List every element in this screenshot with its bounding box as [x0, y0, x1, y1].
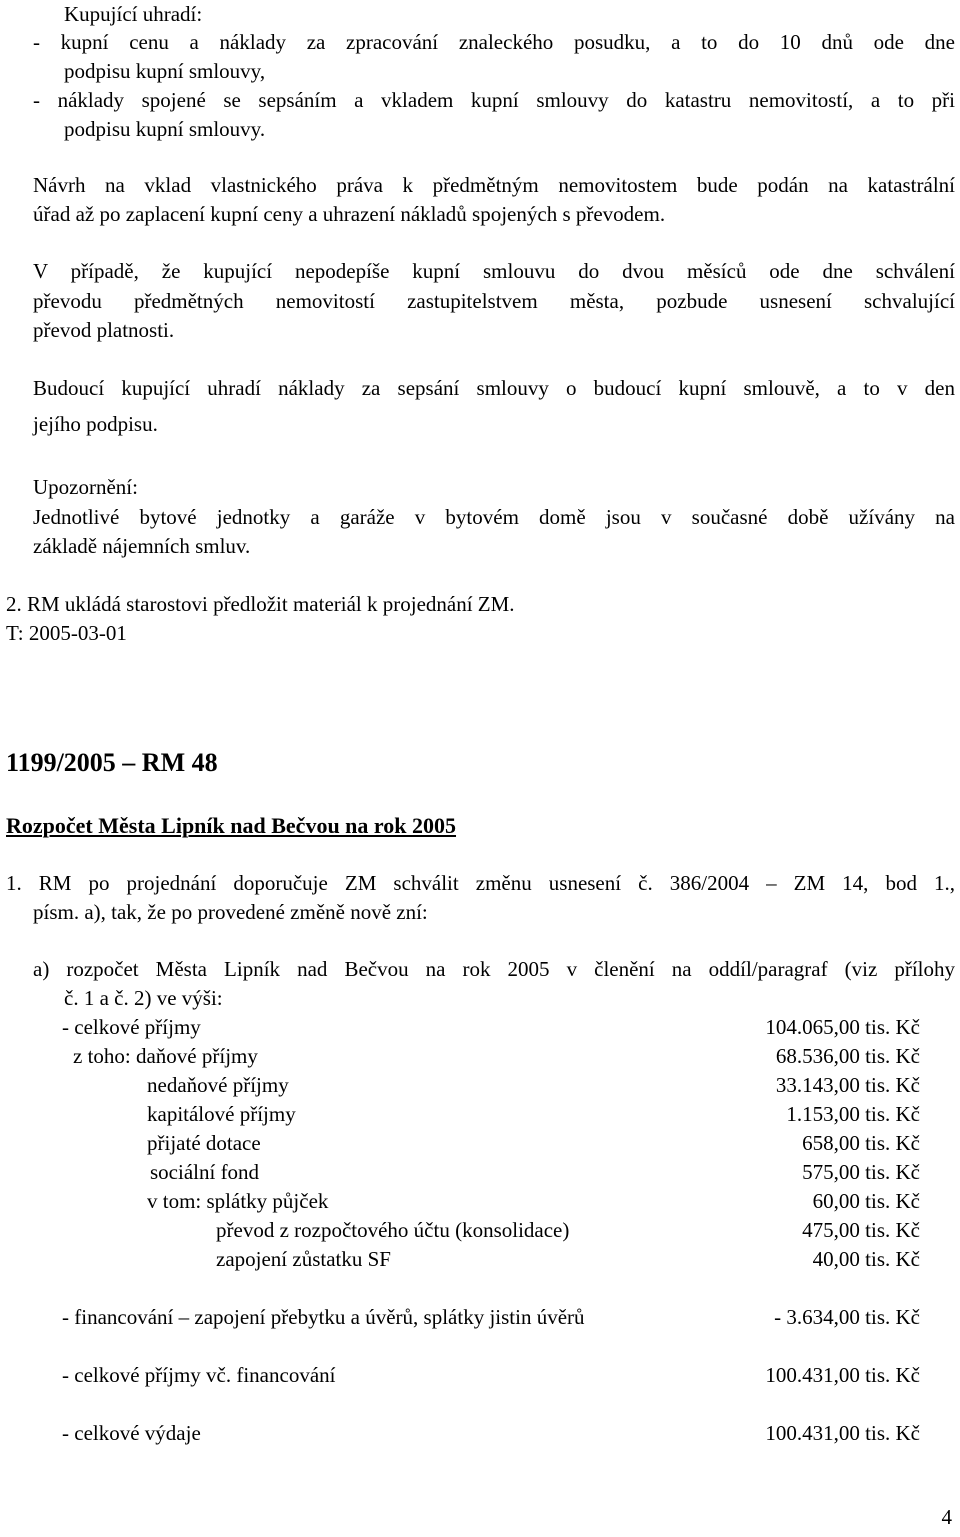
payment-item-2-line-2: podpisu kupní smlouvy.: [64, 117, 266, 141]
budget-amount: 68.536,00 tis. Kč: [775, 1044, 920, 1068]
para-pripad-line-3: převod platnosti.: [33, 318, 175, 342]
budget-label: - celkové příjmy vč. financování: [62, 1363, 336, 1387]
payment-item-1-line-1: - kupní cenu a náklady za zpracování znaleckého posudku, a to do 10 dnů ode dne: [33, 30, 955, 54]
budget-label: - celkové výdaje: [62, 1421, 201, 1445]
budget-label: - celkové příjmy: [62, 1015, 201, 1039]
para-pripad-line-1: V případě, že kupující nepodepíše kupní smlouvu do dvou měsíců ode dne schválení: [33, 259, 955, 283]
budget-label: sociální fond: [150, 1160, 260, 1184]
resolution-number: 1199/2005 – RM 48: [6, 748, 218, 777]
budget-item-a-line-2: č. 1 a č. 2) ve výši:: [64, 986, 223, 1010]
budget-amount: 33.143,00 tis. Kč: [775, 1073, 920, 1097]
task-line-1: 2. RM ukládá starostovi předložit materiál k projednání ZM.: [6, 592, 515, 616]
budget-amount: 100.431,00 tis. Kč: [765, 1421, 920, 1445]
budget-label: - financování – zapojení přebytku a úvěrů, splátky jistin úvěrů: [62, 1305, 585, 1329]
resolution-title: Rozpočet Města Lipník nad Bečvou na rok 2005: [6, 813, 457, 838]
para-vklad-line-1: Návrh na vklad vlastnického práva k předmětným nemovitostem bude podán na katastrální: [33, 173, 955, 197]
budget-label: zapojení zůstatku SF: [216, 1247, 391, 1271]
budget-label: převod z rozpočtového účtu (konsolidace): [216, 1218, 570, 1242]
budget-amount: 100.431,00 tis. Kč: [765, 1363, 920, 1387]
budget-label: v tom: splátky půjček: [147, 1189, 329, 1213]
budget-label: kapitálové příjmy: [147, 1102, 296, 1126]
budget-amount: 575,00 tis. Kč: [802, 1160, 920, 1184]
budget-amount: - 3.634,00 tis. Kč: [774, 1305, 920, 1329]
para-vklad-line-2: úřad až po zaplacení kupní ceny a uhrazení nákladů spojených s převodem.: [33, 202, 666, 226]
budget-label: nedaňové příjmy: [147, 1073, 289, 1097]
notice-line-1: Jednotlivé bytové jednotky a garáže v bytovém domě jsou v současné době užívány na: [33, 505, 955, 529]
budget-amount: 1.153,00 tis. Kč: [786, 1102, 920, 1126]
budget-amount: 60,00 tis. Kč: [812, 1189, 920, 1213]
budget-amount: 658,00 tis. Kč: [802, 1131, 920, 1155]
para-budouci-line-1: Budoucí kupující uhradí náklady za sepsání smlouvy o budoucí kupní smlouvě, a to v den: [33, 376, 955, 400]
notice-line-2: základě nájemních smluv.: [33, 534, 251, 558]
para-pripad-line-2: převodu předmětných nemovitostí zastupitelstvem města, pozbude usnesení schvalující: [33, 289, 955, 313]
budget-label: z toho: daňové příjmy: [73, 1044, 258, 1068]
resolution-point-1-line-1: 1. RM po projednání doporučuje ZM schválit změnu usnesení č. 386/2004 – ZM 14, bod 1.,: [6, 871, 955, 895]
payment-item-1-line-2: podpisu kupní smlouvy,: [64, 59, 266, 83]
budget-label: přijaté dotace: [147, 1131, 261, 1155]
budget-item-a-line-1: a) rozpočet Města Lipník nad Bečvou na rok 2005 v členění na oddíl/paragraf (viz přílohy: [33, 957, 955, 981]
resolution-point-1-line-2: písm. a), tak, že po provedené změně nově zní:: [33, 900, 428, 924]
budget-amount: 40,00 tis. Kč: [812, 1247, 920, 1271]
task-deadline: T: 2005-03-01: [6, 621, 127, 645]
budget-amount: 475,00 tis. Kč: [802, 1218, 920, 1242]
payment-item-2-line-1: - náklady spojené se sepsáním a vkladem kupní smlouvy do katastru nemovitostí, a to při: [33, 88, 955, 112]
para-budouci-line-2: jejího podpisu.: [33, 412, 158, 436]
notice-heading: Upozornění:: [33, 475, 138, 499]
page-number: 4: [941, 1505, 952, 1529]
payment-heading: Kupující uhradí:: [64, 2, 203, 26]
budget-amount: 104.065,00 tis. Kč: [765, 1015, 920, 1039]
